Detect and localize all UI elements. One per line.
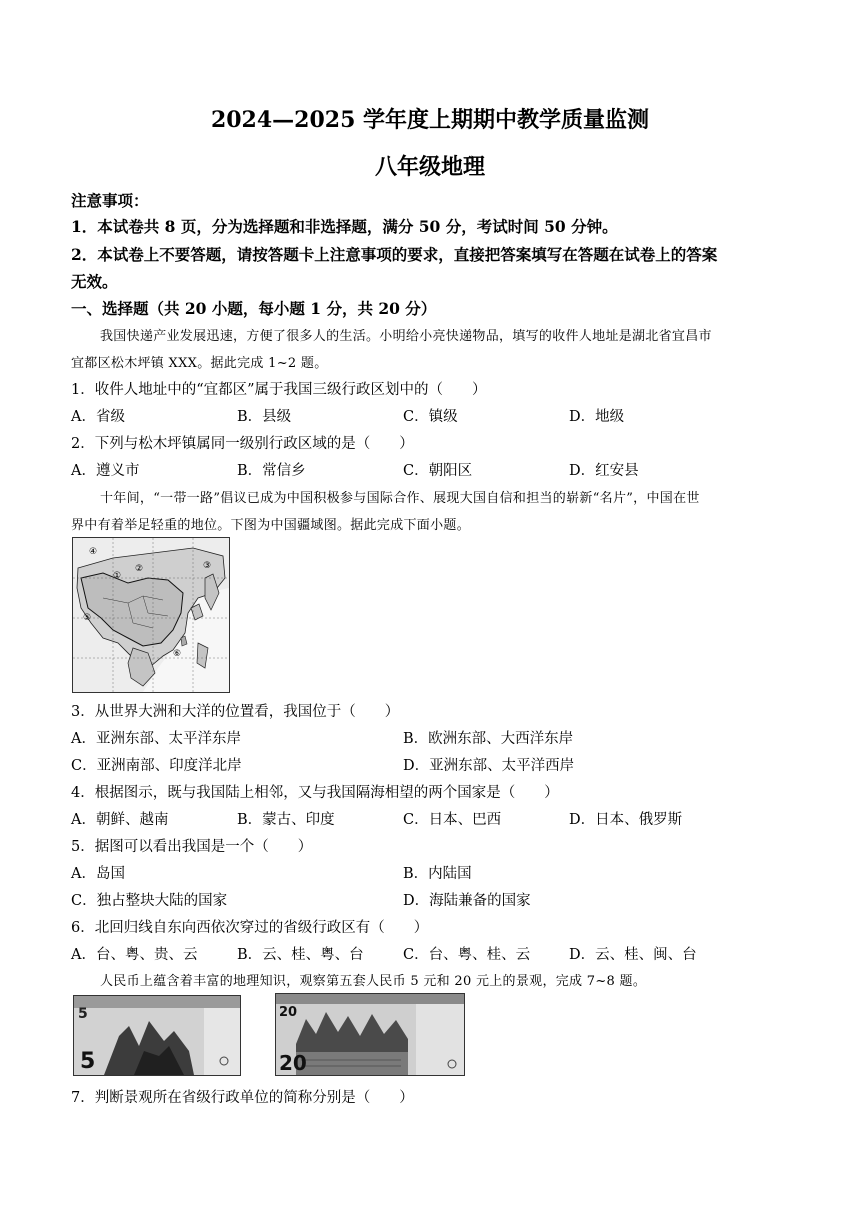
map-label-5: ⑤ bbox=[83, 613, 92, 623]
question-3-option-c[interactable]: C．亚洲南部、印度洋北岸 bbox=[71, 758, 242, 774]
question-1-option-b[interactable]: B．县级 bbox=[237, 409, 292, 425]
question-3-stem: 3．从世界大洲和大洋的位置看，我国位于（ ） bbox=[71, 704, 400, 720]
map-label-2: ② bbox=[135, 564, 144, 574]
question-3-option-d[interactable]: D．亚洲东部、太平洋西岸 bbox=[403, 758, 575, 774]
notice-heading: 注意事项： bbox=[71, 191, 149, 210]
question-4-option-d[interactable]: D．日本、俄罗斯 bbox=[569, 812, 683, 828]
passage2-line2: 界中有着举足轻重的地位。下图为中国疆域图。据此完成下面小题。 bbox=[71, 518, 471, 533]
banknote-20-label-bottom: 20 bbox=[279, 1051, 307, 1075]
map-drawing bbox=[73, 538, 229, 692]
banknote-20-drawing bbox=[276, 994, 464, 1075]
question-1-option-c[interactable]: C．镇级 bbox=[403, 409, 458, 425]
notice-item-1: 1．本试卷共 8 页，分为选择题和非选择题，满分 50 分，考试时间 50 分钟。 bbox=[71, 217, 618, 236]
page-title: 2024—2025 学年度上期期中教学质量监测 bbox=[210, 107, 650, 133]
question-5-option-a[interactable]: A．岛国 bbox=[71, 866, 125, 882]
question-4-option-c[interactable]: C．日本、巴西 bbox=[403, 812, 502, 828]
question-2-option-c[interactable]: C．朝阳区 bbox=[403, 463, 473, 479]
question-6-option-a[interactable]: A．台、粤、贵、云 bbox=[71, 947, 198, 963]
notice-item-2-line2: 无效。 bbox=[71, 272, 118, 291]
page-subtitle: 八年级地理 bbox=[374, 154, 485, 180]
map-label-6: ⑥ bbox=[173, 649, 182, 659]
question-6-option-b[interactable]: B．云、桂、粤、台 bbox=[237, 947, 364, 963]
question-6-option-d[interactable]: D．云、桂、闽、台 bbox=[569, 947, 697, 963]
question-5-stem: 5．据图可以看出我国是一个（ ） bbox=[71, 839, 313, 855]
question-1-option-a[interactable]: A．省级 bbox=[71, 409, 125, 425]
question-6-option-c[interactable]: C．台、粤、桂、云 bbox=[403, 947, 531, 963]
banknote-20-label-top: 20 bbox=[279, 1005, 298, 1020]
notice-item-2-line1: 2．本试卷上不要答题，请按答题卡上注意事项的要求，直接把答案填写在答题在试卷上的答案 bbox=[71, 245, 718, 264]
banknote-5-label-bottom: 5 bbox=[80, 1049, 96, 1074]
question-3-option-b[interactable]: B．欧洲东部、大西洋东岸 bbox=[403, 731, 574, 747]
question-2-option-d[interactable]: D．红安县 bbox=[569, 463, 639, 479]
question-2-option-a[interactable]: A．遵义市 bbox=[71, 463, 140, 479]
question-1-stem: 1．收件人地址中的“宜都区”属于我国三级行政区划中的（ ） bbox=[71, 382, 487, 398]
passage1-line2: 宜都区松木坪镇 XXX。据此完成 1~2 题。 bbox=[71, 356, 328, 371]
question-2-stem: 2．下列与松木坪镇属同一级别行政区域的是（ ） bbox=[71, 436, 414, 452]
question-5-option-d[interactable]: D．海陆兼备的国家 bbox=[403, 893, 531, 909]
question-6-stem: 6．北回归线自东向西依次穿过的省级行政区有（ ） bbox=[71, 920, 429, 936]
question-4-option-b[interactable]: B．蒙古、印度 bbox=[237, 812, 335, 828]
map-label-4: ④ bbox=[89, 547, 98, 557]
question-2-option-b[interactable]: B．常信乡 bbox=[237, 463, 306, 479]
china-territory-map bbox=[72, 537, 230, 693]
question-4-stem: 4．根据图示，既与我国陆上相邻，又与我国隔海相望的两个国家是（ ） bbox=[71, 785, 559, 801]
section-heading: 一、选择题（共 20 小题，每小题 1 分，共 20 分） bbox=[71, 299, 437, 318]
banknote-5-drawing bbox=[74, 996, 240, 1075]
question-5-option-b[interactable]: B．内陆国 bbox=[403, 866, 472, 882]
passage3-line1: 人民币上蕴含着丰富的地理知识，观察第五套人民币 5 元和 20 元上的景观，完成 7~8 题。 bbox=[100, 974, 647, 989]
banknote-20-yuan-image bbox=[275, 993, 465, 1076]
question-3-option-a[interactable]: A．亚洲东部、太平洋东岸 bbox=[71, 731, 241, 747]
banknote-5-yuan-image bbox=[73, 995, 241, 1076]
banknote-5-label-top: 5 bbox=[78, 1006, 88, 1022]
passage2-line1: 十年间，“一带一路”倡议已成为中国积极参与国际合作、展现大国自信和担当的崭新“名片”，中国在世 bbox=[100, 491, 700, 506]
map-label-1: ① bbox=[113, 571, 122, 581]
question-5-option-c[interactable]: C．独占整块大陆的国家 bbox=[71, 893, 228, 909]
question-1-option-d[interactable]: D．地级 bbox=[569, 409, 625, 425]
question-7-stem: 7．判断景观所在省级行政单位的简称分别是（ ） bbox=[71, 1090, 414, 1106]
map-label-3: ③ bbox=[203, 561, 212, 571]
question-4-option-a[interactable]: A．朝鲜、越南 bbox=[71, 812, 169, 828]
passage1-line1: 我国快递产业发展迅速，方便了很多人的生活。小明给小亮快递物品，填写的收件人地址是湖北省宜昌市 bbox=[100, 329, 712, 344]
